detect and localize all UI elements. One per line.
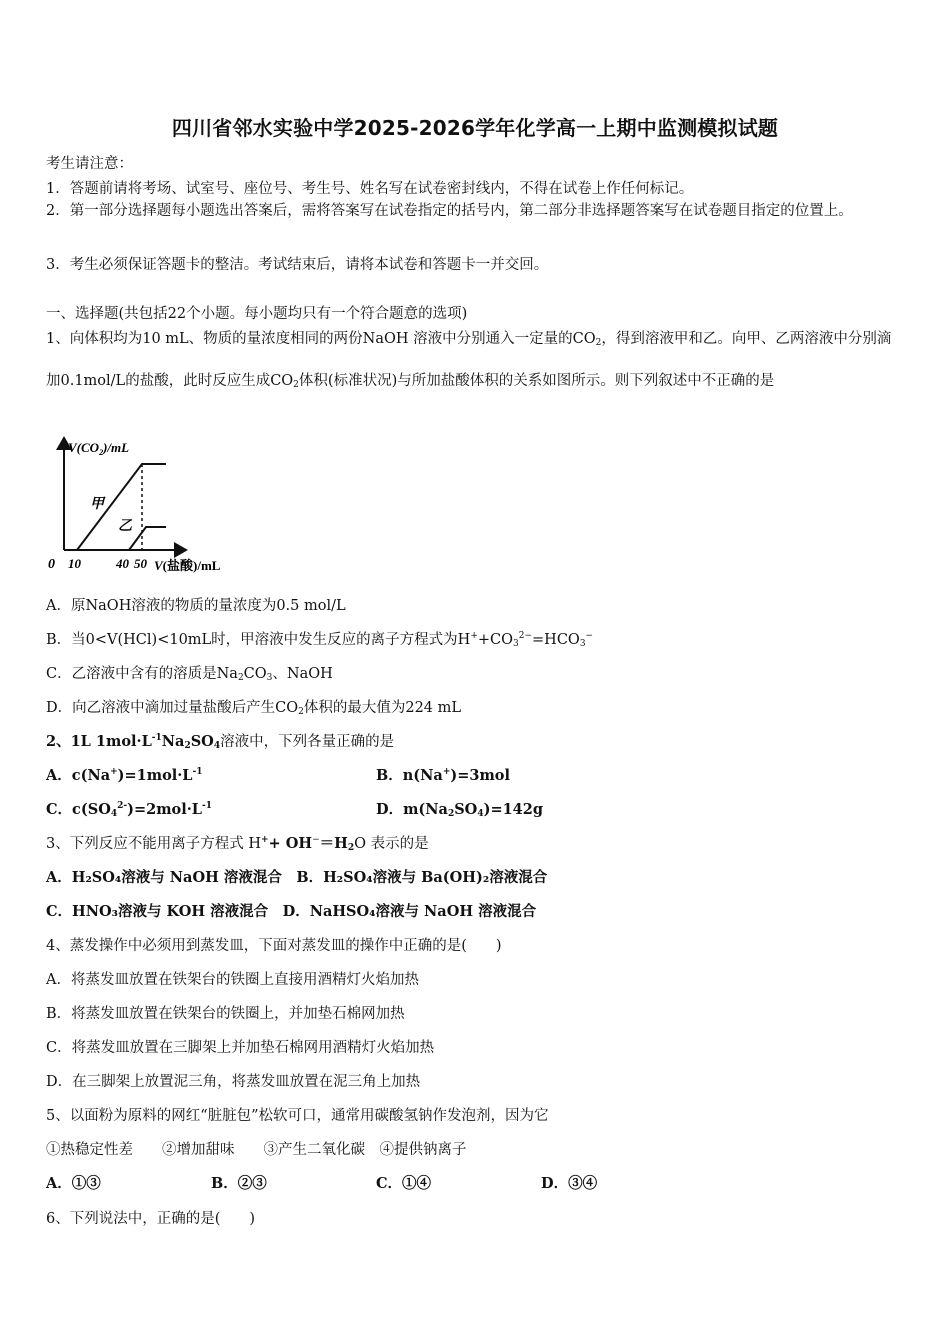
notice-item-3: 3．考生必须保证答题卡的整洁。考试结束后，请将本试卷和答题卡一并交回。 — [46, 257, 549, 273]
tick-10: 10 — [68, 556, 81, 571]
q5-option-b: B．②③ — [211, 1175, 267, 1192]
question-6-stem: 6、下列说法中，正确的是( ) — [46, 1211, 256, 1227]
q5-option-a: A．①③ — [46, 1175, 101, 1192]
question-4-stem: 4、蒸发操作中必须用到蒸发皿，下面对蒸发皿的操作中正确的是( ) — [46, 938, 502, 954]
question-3-stem: 3、下列反应不能用离子方程式 $H^++ OH^-=H_2O$ 表示的是 — [46, 835, 429, 853]
section-heading: 一、选择题(共包括22个小题。每小题均只有一个符合题意的选项) — [46, 306, 468, 322]
q4-option-a: A．将蒸发皿放置在铁架台的铁圈上直接用酒精灯火焰加热 — [46, 972, 419, 988]
q5-option-d: D．③④ — [541, 1175, 598, 1192]
q5-items: ①热稳定性差 ②增加甜味 ③产生二氧化碳 ④提供钠离子 — [46, 1142, 467, 1158]
q2-option-c: C．$c(SO_4^{2-})=2mol\cdot L^{-1}$ — [46, 801, 212, 819]
label-jia: 甲 — [90, 497, 104, 512]
q3-options-cd: C．HNO₃溶液与 KOH 溶液混合 D．NaHSO₄溶液与 NaOH 溶液混合 — [46, 903, 537, 920]
x-axis-label: V(盐酸)/mL — [154, 558, 221, 573]
label-yi: 乙 — [118, 519, 132, 534]
q2-option-b: B．n(Na+)=3mol — [376, 767, 510, 784]
question-5-stem: 5、以面粉为原料的网红“脏脏包”松软可口，通常用碳酸氢钠作发泡剂，因为它 — [46, 1108, 549, 1124]
q2-option-d: D．$m(Na_2SO_4)=142g$ — [376, 801, 543, 819]
question-1-graph — [46, 432, 256, 580]
notice-heading: 考生请注意： — [46, 156, 133, 172]
q4-option-d: D．在三脚架上放置泥三角，将蒸发皿放置在泥三角上加热 — [46, 1074, 421, 1090]
q5-option-c: C．①④ — [376, 1175, 432, 1192]
q1-option-a: A．原NaOH溶液的物质的量浓度为0.5 mol/L — [46, 598, 346, 614]
page-title: 四川省邻水实验中学2025-2026学年化学高一上期中监测模拟试题 — [171, 116, 779, 140]
q4-option-b: B．将蒸发皿放置在铁架台的铁圈上，并加垫石棉网加热 — [46, 1006, 405, 1022]
q2-option-a: A．$c(Na^+)=1mol\cdot L^{-1}$ — [46, 767, 203, 784]
q4-option-c: C．将蒸发皿放置在三脚架上并加垫石棉网用酒精灯火焰加热 — [46, 1040, 435, 1056]
q3-options-ab: A．H₂SO₄溶液与 NaOH 溶液混合 B．H₂SO₄溶液与 Ba(OH)₂溶液混合 — [46, 869, 548, 886]
notice-item-2: 2．第一部分选择题每小题选出答案后，需将答案写在试卷指定的括号内，第二部分非选择题答案写在试卷题目指定的位置上。 — [46, 203, 853, 219]
question-1-stem: 1、向体积均为10 mL、物质的量浓度相同的两份NaOH 溶液中分别通入一定量的$CO_2$，得到溶液甲和乙。向甲、乙两溶液中分别滴加0.1mol/L的盐酸，此时反应生成$CO_2$体积(标准状况)与所加盐酸体积的关系如图所示。则下列叙述中不正确的是 — [46, 331, 892, 390]
tick-50: 50 — [134, 556, 147, 571]
tick-40: 40 — [116, 556, 129, 571]
notice-item-1: 1．答题前请将考场、试室号、座位号、考生号、姓名写在试卷密封线内，不得在试卷上作任何标记。 — [46, 181, 694, 197]
curve-yi — [129, 527, 166, 550]
origin-label: 0 — [48, 557, 55, 572]
q1-option-d: D．向乙溶液中滴加过量盐酸后产生$CO_2$体积的最大值为224 mL — [46, 700, 462, 717]
question-2-stem: 2、1L $1mol\cdot L^{-1}Na_2SO_4$溶液中，下列各量正确的是 — [46, 733, 395, 751]
y-axis-label: $V(CO_2)/mL$ — [68, 440, 130, 457]
q1-option-c: C．乙溶液中含有的溶质是$Na_2CO_3$、NaOH — [46, 666, 333, 683]
q1-option-b: B．当0<V(HCl)<10mL时，甲溶液中发生反应的离子方程式为$H^++CO_3^{2-}=HCO_3^-$ — [46, 631, 594, 649]
